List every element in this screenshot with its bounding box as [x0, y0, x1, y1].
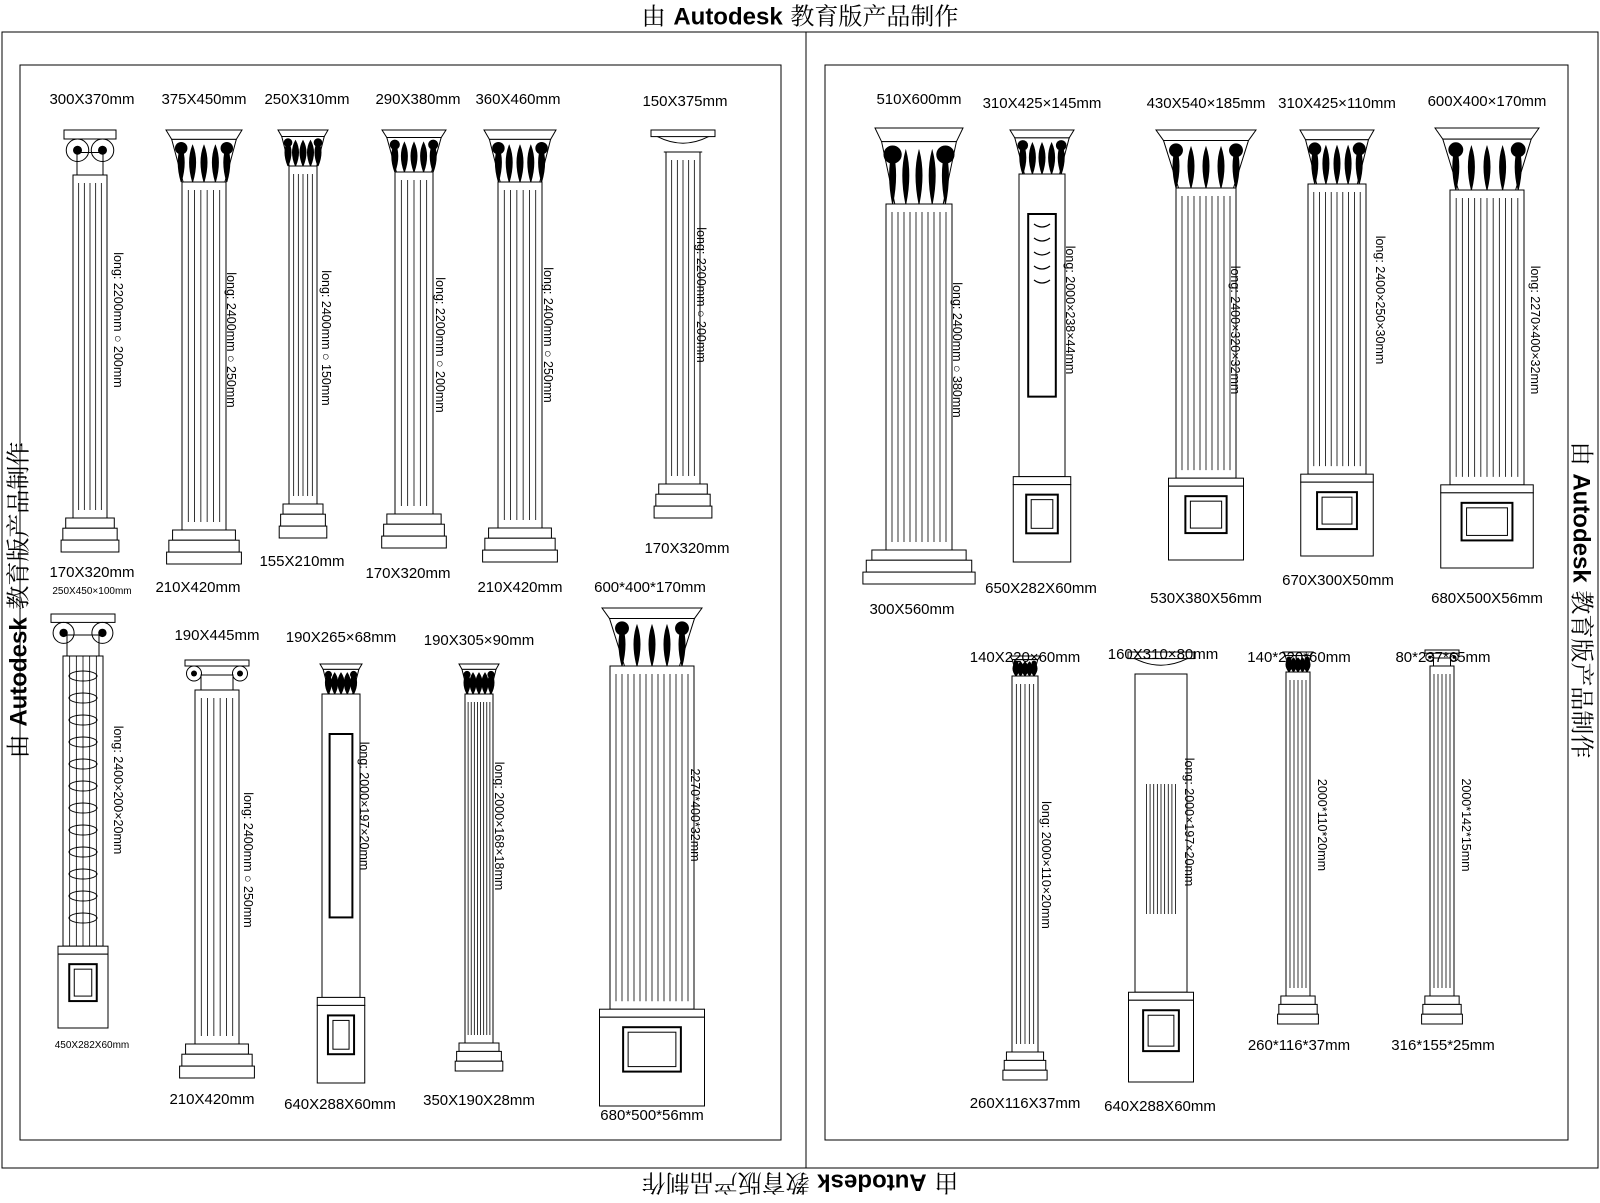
base-torus: [66, 518, 115, 528]
capital-helix: [350, 671, 357, 678]
base-dimension-label: 450X282X60mm: [55, 1040, 130, 1051]
watermark-suffix: 教育版产品制作: [642, 1169, 810, 1197]
capital-helix: [883, 145, 901, 163]
base-dimension-label: 210X420mm: [169, 1091, 254, 1108]
watermark-suffix: 教育版产品制作: [5, 442, 33, 610]
capital-dimension-label: 190X305×90mm: [424, 632, 535, 649]
base-plinth: [167, 552, 242, 564]
capital-helix: [1229, 143, 1243, 157]
capital-abacus: [1156, 130, 1256, 140]
shaft-length-label: long: 2200mm ○ 200mm: [433, 277, 447, 412]
capital-abacus: [1300, 130, 1374, 140]
capital-helix: [487, 671, 494, 678]
shaft-length-label: long: 2000×197×20mm: [1182, 758, 1196, 887]
capital-helix: [284, 138, 293, 147]
base-scotia: [1423, 1004, 1461, 1014]
capital-helix: [1169, 143, 1183, 157]
capital-helix: [492, 142, 504, 154]
base-plinth: [1003, 1070, 1047, 1080]
column-elevation: [475, 91, 562, 596]
base-plinth: [1278, 1014, 1319, 1024]
shaft-length-label: long: 2270×400×32mm: [1528, 266, 1542, 395]
column-shaft: [322, 694, 360, 997]
base-scotia: [1279, 1004, 1317, 1014]
base-torus: [459, 1043, 499, 1051]
base-dimension-label: 170X320mm: [365, 565, 450, 582]
column-elevation: [1247, 649, 1350, 1054]
base-scotia: [656, 494, 710, 506]
capital-abacus: [651, 130, 715, 137]
base-torus: [659, 484, 708, 494]
column-elevation: [1278, 95, 1396, 589]
capital-helix: [535, 142, 547, 154]
pedestal: [1441, 493, 1534, 568]
capital-helix: [936, 145, 954, 163]
column-elevation: [863, 91, 975, 618]
base-scotia: [384, 524, 445, 536]
capital-abacus: [51, 614, 115, 622]
column-elevation: [51, 586, 132, 1051]
pedestal-cap: [1129, 992, 1194, 1000]
shaft-length-label: long: 2400mm ○ 380mm: [950, 282, 964, 417]
base-scotia: [485, 538, 555, 550]
capital-helix: [390, 140, 400, 150]
base-dimension-label: 670X300X50mm: [1282, 572, 1394, 589]
pedestal: [1301, 482, 1374, 556]
pedestal: [1129, 1000, 1194, 1082]
capital-abacus: [166, 130, 242, 139]
column-elevation: [642, 93, 729, 557]
capital-dimension-label: 250X450×100mm: [52, 586, 131, 597]
capital-abacus: [1010, 130, 1074, 138]
capital-dimension-label: 600X400×170mm: [1428, 93, 1547, 110]
capital-helix: [325, 671, 332, 678]
shaft-length-label: long: 2400mm ○ 150mm: [319, 270, 333, 405]
capital-dimension-label: 375X450mm: [161, 91, 246, 108]
base-plinth: [863, 572, 975, 584]
base-torus: [387, 514, 441, 524]
capital-dimension-label: 140*220*60mm: [1247, 649, 1350, 666]
capital-volute-eye: [191, 671, 197, 677]
base-dimension-label: 680X500X56mm: [1431, 590, 1543, 607]
base-dimension-label: 530X380X56mm: [1150, 590, 1262, 607]
column-elevation: [1428, 93, 1547, 607]
capital-dimension-label: 150X375mm: [642, 93, 727, 110]
base-plinth: [1422, 1014, 1463, 1024]
pedestal-cap: [1169, 478, 1244, 486]
base-dimension-label: 210X420mm: [477, 579, 562, 596]
shaft-length-label: 2000*110*20mm: [1315, 779, 1329, 871]
base-dimension-label: 350X190X28mm: [423, 1092, 535, 1109]
shaft-length-label: long: 2000×168×18mm: [492, 762, 506, 891]
base-dimension-label: 640X288X60mm: [1104, 1098, 1216, 1115]
capital-dimension-label: 160X310×80mm: [1108, 646, 1219, 663]
shaft-length-label: 2000*142*15mm: [1459, 778, 1473, 871]
base-dimension-label: 155X210mm: [259, 553, 344, 570]
capital-dimension-label: 300X370mm: [49, 91, 134, 108]
capital-dimension-label: 360X460mm: [475, 91, 560, 108]
base-torus: [1425, 996, 1459, 1004]
capital-helix: [221, 142, 233, 154]
shaft-length-label: long: 2400×250×30mm: [1373, 236, 1387, 365]
shaft-length-label: long: 2000×238×44mm: [1063, 246, 1077, 375]
shaft-length-label: long: 2200mm ○ 200mm: [694, 227, 708, 362]
column-elevation: [1147, 95, 1266, 607]
watermark-prefix: 由: [5, 734, 33, 758]
base-scotia: [169, 540, 239, 552]
shaft-length-label: long: 2000×110×20mm: [1039, 801, 1053, 929]
capital-abacus: [278, 130, 328, 136]
pedestal: [58, 954, 108, 1028]
capital-helix: [1308, 142, 1321, 155]
capital-abacus: [602, 608, 702, 618]
column-elevation: [423, 632, 535, 1109]
column-elevation: [169, 627, 259, 1108]
capital-dimension-label: 190X445mm: [174, 627, 259, 644]
capital-helix: [675, 621, 689, 635]
shaft-length-label: long: 2200mm ○ 200mm: [111, 252, 125, 387]
pedestal: [317, 1005, 365, 1083]
capital-abacus: [320, 664, 362, 669]
capital-dimension-label: 510X600mm: [876, 91, 961, 108]
base-scotia: [63, 528, 117, 540]
capital-helix: [1353, 142, 1366, 155]
watermark-suffix: 教育版产品制作: [1568, 590, 1596, 758]
watermark-brand: Autodesk: [1568, 473, 1595, 582]
column-elevation: [983, 95, 1102, 597]
capital-dimension-label: 140X220×60mm: [970, 649, 1081, 666]
pedestal: [600, 1017, 705, 1106]
capital-dimension-label: 190X265×68mm: [286, 629, 397, 646]
pedestal-cap: [600, 1009, 705, 1017]
base-scotia: [866, 560, 971, 572]
shaft-length-label: long: 2400×200×20mm: [111, 726, 125, 855]
column-shaft: [886, 204, 952, 550]
base-dimension-label: 650X282X60mm: [985, 580, 1097, 597]
base-plinth: [455, 1061, 503, 1071]
base-torus: [186, 1044, 249, 1054]
column-shaft: [465, 694, 493, 1043]
capital-helix: [1448, 142, 1463, 157]
watermark-brand: Autodesk: [673, 4, 782, 31]
watermark-prefix: 由: [934, 1169, 958, 1197]
column-elevation: [259, 91, 349, 570]
capital-helix: [428, 140, 438, 150]
base-plinth: [654, 506, 712, 518]
base-torus: [1281, 996, 1315, 1004]
base-dimension-label: 210X420mm: [155, 579, 240, 596]
base-dimension-label: 300X560mm: [869, 601, 954, 618]
capital-volute-eye: [237, 671, 243, 677]
base-dimension-label: 260X116X37mm: [970, 1095, 1081, 1112]
watermark-brand: Autodesk: [817, 1169, 926, 1196]
left-column-group: [49, 91, 729, 1124]
capital-dimension-label: 290X380mm: [375, 91, 460, 108]
capital-abacus: [459, 664, 499, 669]
base-torus: [872, 550, 966, 560]
capital-helix: [463, 671, 470, 678]
capital-helix: [1511, 142, 1526, 157]
base-dimension-label: 640X288X60mm: [284, 1096, 396, 1113]
capital-echinus: [67, 635, 99, 656]
capital-helix: [615, 621, 629, 635]
column-shaft: [1019, 174, 1065, 477]
capital-echinus: [77, 153, 103, 176]
pedestal-cap: [317, 997, 365, 1005]
watermark-suffix: 教育版产品制作: [790, 3, 958, 31]
column-elevation: [49, 91, 134, 581]
watermark-prefix: 由: [642, 3, 666, 31]
base-torus: [1006, 1052, 1043, 1060]
column-elevation: [1104, 646, 1218, 1115]
pedestal-cap: [1441, 485, 1534, 493]
capital-abacus: [875, 128, 963, 142]
capital-echinus: [657, 137, 708, 144]
column-elevation: [365, 91, 460, 582]
capital-abacus: [1435, 128, 1539, 139]
pedestal: [1169, 486, 1244, 560]
base-torus: [173, 530, 236, 540]
column-elevation: [594, 579, 706, 1124]
base-scotia: [1004, 1060, 1046, 1070]
column-elevation: [1391, 649, 1494, 1054]
capital-echinus: [201, 675, 233, 690]
base-scotia: [281, 514, 326, 526]
capital-dimension-label: 600*400*170mm: [594, 579, 706, 596]
shaft-length-label: long: 2400×320×32mm: [1228, 266, 1242, 395]
base-dimension-label: 170X320mm: [49, 564, 134, 581]
capital-helix: [1056, 140, 1067, 151]
base-dimension-label: 170X320mm: [644, 540, 729, 557]
watermark-brand: Autodesk: [6, 617, 33, 726]
shaft-length-label: long: 2000×197×20mm: [357, 742, 371, 871]
base-dimension-label: 316*155*25mm: [1391, 1037, 1494, 1054]
base-scotia: [182, 1054, 252, 1066]
base-plinth: [483, 550, 558, 562]
capital-dimension-label: 310X425×145mm: [983, 95, 1102, 112]
right-column-group: [863, 91, 1547, 1115]
shaft-length-label: long: 2400mm ○ 250mm: [541, 267, 555, 402]
base-dimension-label: 260*116*37mm: [1248, 1037, 1350, 1054]
shaft-length-label: long: 2400mm ○ 250mm: [241, 792, 255, 927]
column-elevation: [155, 91, 246, 596]
capital-abacus: [64, 130, 116, 139]
column-elevation: [970, 649, 1081, 1112]
capital-dimension-label: 250X310mm: [264, 91, 349, 108]
capital-dimension-label: 310X425×110mm: [1278, 95, 1396, 112]
base-plinth: [382, 536, 447, 548]
shaft-length-label: long: 2400mm ○ 250mm: [224, 272, 238, 407]
base-torus: [283, 504, 323, 514]
base-plinth: [180, 1066, 255, 1078]
shaft-length-label: 2270*400*32mm: [688, 768, 702, 861]
capital-helix: [175, 142, 187, 154]
capital-helix: [1018, 140, 1029, 151]
base-plinth: [279, 526, 327, 538]
capital-abacus: [382, 130, 446, 138]
base-torus: [489, 528, 552, 538]
pedestal-cap: [1013, 477, 1071, 485]
pedestal-cap: [58, 946, 108, 954]
capital-abacus: [484, 130, 556, 139]
capital-dimension-label: 80*237*65mm: [1395, 649, 1490, 666]
capital-abacus: [185, 660, 249, 666]
base-dimension-label: 680*500*56mm: [600, 1107, 703, 1124]
pedestal-cap: [1301, 474, 1374, 482]
capital-dimension-label: 430X540×185mm: [1147, 95, 1266, 112]
watermark-prefix: 由: [1568, 442, 1596, 466]
capital-helix: [314, 138, 323, 147]
column-elevation: [284, 629, 396, 1113]
pedestal: [1013, 485, 1071, 562]
base-scotia: [457, 1051, 502, 1061]
base-plinth: [61, 540, 119, 552]
